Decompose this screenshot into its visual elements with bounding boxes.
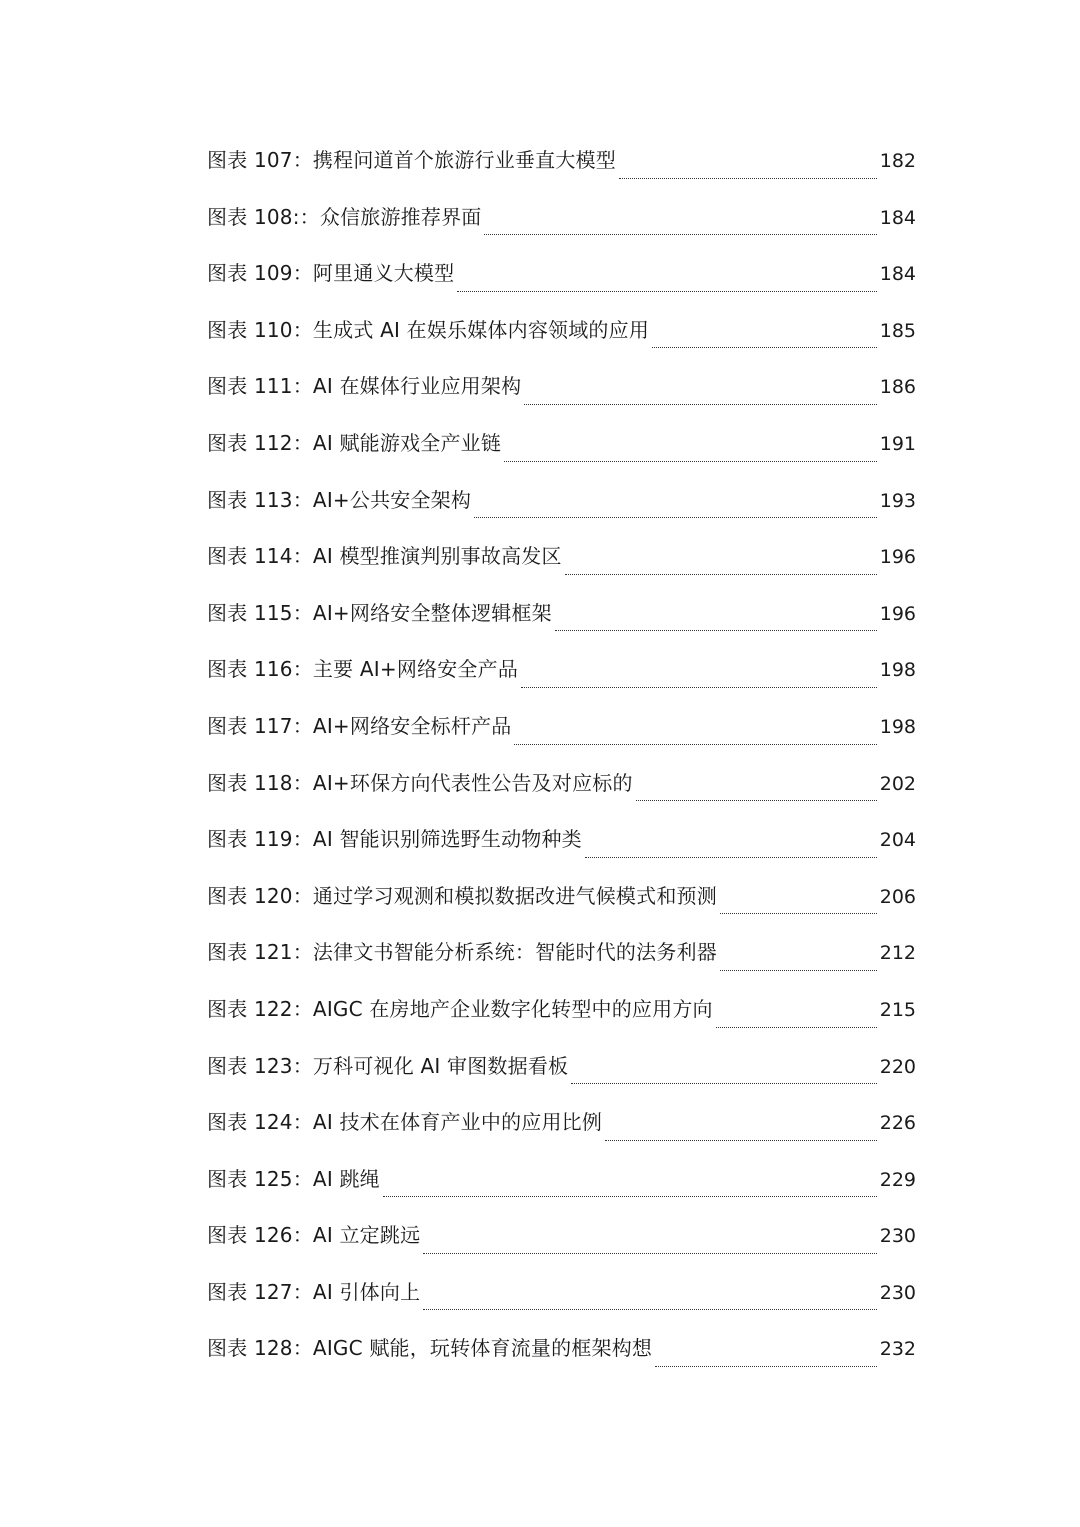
toc-entry-page-number: 226 — [879, 1112, 916, 1135]
toc-entry[interactable] — [207, 763, 916, 820]
toc-entry[interactable] — [207, 1272, 916, 1329]
toc-entry-label: 图表 127：AI 引体向上 — [207, 1279, 421, 1304]
toc-entry-label: 图表 114：AI 模型推演判别事故高发区 — [207, 544, 562, 569]
toc-entry-label: 图表 108:：众信旅游推荐界面 — [207, 204, 482, 229]
toc-entry-label: 图表 118：AI+环保方向代表性公告及对应标的 — [207, 770, 633, 795]
dot-leader — [652, 346, 877, 348]
toc-entry[interactable] — [207, 366, 916, 423]
toc-entry-label: 图表 111：AI 在媒体行业应用架构 — [207, 374, 522, 399]
toc-entry[interactable] — [207, 1328, 916, 1385]
toc-entry-page-number: 215 — [879, 998, 916, 1021]
toc-entry-label: 图表 128：AIGC 赋能，玩转体育流量的框架构想 — [207, 1336, 653, 1361]
toc-entry-page-number: 206 — [879, 885, 916, 908]
toc-entry[interactable] — [207, 1102, 916, 1159]
dot-leader — [571, 1082, 877, 1084]
dot-leader — [524, 403, 876, 405]
toc-entry-label: 图表 109：阿里通义大模型 — [207, 261, 455, 286]
toc-entry-label: 图表 113：AI+公共安全架构 — [207, 487, 472, 512]
toc-entry-page-number: 204 — [879, 829, 916, 852]
dot-leader — [716, 1026, 877, 1028]
toc-entry-label: 图表 122：AIGC 在房地产企业数字化转型中的应用方向 — [207, 996, 713, 1021]
toc-entry[interactable] — [207, 536, 916, 593]
dot-leader — [521, 686, 877, 688]
toc-entry[interactable] — [207, 819, 916, 876]
dot-leader — [636, 799, 877, 801]
toc-entry[interactable] — [207, 1046, 916, 1103]
dot-leader — [383, 1195, 877, 1197]
toc-entry[interactable] — [207, 1215, 916, 1272]
toc-entry-label: 图表 123：万科可视化 AI 审图数据看板 — [207, 1053, 569, 1078]
toc-entry[interactable] — [207, 197, 916, 254]
toc-entry-label: 图表 119：AI 智能识别筛选野生动物种类 — [207, 827, 582, 852]
toc-entry-label: 图表 126：AI 立定跳远 — [207, 1223, 421, 1248]
toc-entry-label: 图表 110：生成式 AI 在娱乐媒体内容领域的应用 — [207, 317, 650, 342]
dot-leader — [423, 1308, 876, 1310]
dot-leader — [457, 290, 876, 292]
dot-leader — [504, 460, 877, 462]
dot-leader — [619, 177, 877, 179]
toc-entry-page-number: 184 — [879, 206, 916, 229]
toc-entry[interactable] — [207, 480, 916, 537]
dot-leader — [514, 743, 876, 745]
dot-leader — [474, 516, 877, 518]
toc-entry-label: 图表 121：法律文书智能分析系统：智能时代的法务利器 — [207, 940, 717, 965]
toc-entry-page-number: 230 — [879, 1281, 916, 1304]
toc-entry-page-number: 184 — [879, 263, 916, 286]
toc-entry-page-number: 202 — [879, 772, 916, 795]
toc-entry-page-number: 220 — [879, 1055, 916, 1078]
toc-entry[interactable] — [207, 989, 916, 1046]
toc-entry-page-number: 185 — [879, 319, 916, 342]
dot-leader — [605, 1139, 877, 1141]
toc-entry[interactable] — [207, 140, 916, 197]
toc-entry[interactable] — [207, 876, 916, 933]
toc-entry-page-number: 232 — [879, 1338, 916, 1361]
toc-entry[interactable] — [207, 1159, 916, 1216]
figure-index-list — [207, 140, 916, 1385]
toc-entry-label: 图表 124：AI 技术在体育产业中的应用比例 — [207, 1110, 603, 1135]
dot-leader — [484, 233, 876, 235]
dot-leader — [720, 912, 877, 914]
toc-entry-page-number: 196 — [879, 602, 916, 625]
toc-entry-page-number: 182 — [879, 150, 916, 172]
toc-entry[interactable] — [207, 253, 916, 310]
toc-entry-label: 图表 116：主要 AI+网络安全产品 — [207, 657, 519, 682]
toc-entry[interactable] — [207, 932, 916, 989]
toc-entry[interactable] — [207, 706, 916, 763]
dot-leader — [720, 969, 877, 971]
dot-leader — [585, 856, 877, 858]
toc-entry-label: 图表 117：AI+网络安全标杆产品 — [207, 713, 512, 738]
toc-entry-page-number: 212 — [879, 942, 916, 965]
toc-entry-page-number: 186 — [879, 376, 916, 399]
toc-entry[interactable] — [207, 423, 916, 480]
toc-entry-label: 图表 125：AI 跳绳 — [207, 1166, 380, 1191]
toc-entry[interactable] — [207, 310, 916, 367]
dot-leader — [655, 1365, 877, 1367]
toc-entry[interactable] — [207, 649, 916, 706]
toc-entry-label: 图表 107：携程问道首个旅游行业垂直大模型 — [207, 148, 616, 172]
dot-leader — [423, 1252, 876, 1254]
toc-entry-page-number: 229 — [879, 1168, 916, 1191]
toc-entry-page-number: 191 — [879, 432, 916, 455]
dot-leader — [565, 573, 877, 575]
toc-entry-page-number: 198 — [879, 715, 916, 738]
toc-entry-page-number: 198 — [879, 659, 916, 682]
toc-entry-label: 图表 115：AI+网络安全整体逻辑框架 — [207, 600, 552, 625]
toc-entry[interactable] — [207, 593, 916, 650]
toc-entry-label: 图表 112：AI 赋能游戏全产业链 — [207, 430, 502, 455]
dot-leader — [555, 629, 877, 631]
toc-entry-page-number: 230 — [879, 1225, 916, 1248]
toc-entry-page-number: 193 — [879, 489, 916, 512]
toc-entry-page-number: 196 — [879, 546, 916, 569]
toc-entry-label: 图表 120：通过学习观测和模拟数据改进气候模式和预测 — [207, 883, 717, 908]
